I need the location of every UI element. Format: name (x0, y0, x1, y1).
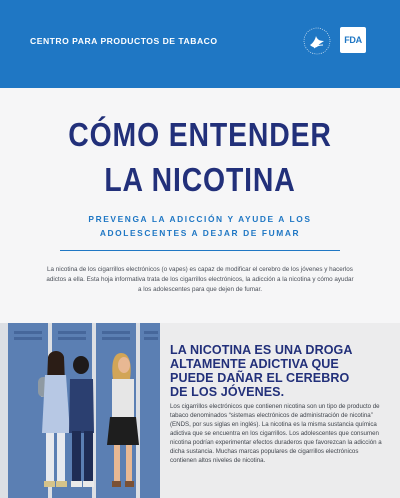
hhs-eagle-seal-icon (302, 26, 332, 56)
page-subtitle-line-2: ADOLESCENTES A DEJAR DE FUMAR (99, 228, 301, 238)
students-at-lockers-illustration (0, 323, 160, 498)
title-divider (60, 250, 340, 251)
section-heading-line-4: DE LOS JÓVENES. (170, 384, 285, 399)
header-banner (0, 0, 400, 88)
fda-logo: FDA (340, 27, 366, 53)
section-body-paragraph: Los cigarrillos electrónicos que contienen nicotina son un tipo de producto de tabaco denominados “sistemas electrónicos de administración de nicotina” (ENDS, por sus siglas en inglés). La nicotina es la misma sustancia química adictiva que se encuentra en los cigarrillos. Los adolescentes que consumen nicotina podrían experimentar efectos duraderos que favorezcan la adicción a dicha sustancia. Muchas marcas populares de cigarrillos electrónicos contienen altos niveles de nicotina. (170, 403, 382, 464)
page-title-line-1: CÓMO ENTENDER (68, 116, 332, 153)
section-heading-line-3: PUEDE DAÑAR EL CEREBRO (170, 370, 350, 385)
section-heading-line-1: LA NICOTINA ES UNA DROGA (170, 342, 353, 357)
intro-paragraph: La nicotina de los cigarrillos electrónicos (o vapes) es capaz de modificar el cerebro de los jóvenes y hacerlos adictos a ella. Esta hoja informativa trata de los cigarrillos electrónicos, la adicción a la nicotina y cómo ayudar a los adolescentes para que dejen de fumar. (46, 266, 354, 294)
section-heading-line-2: ALTAMENTE ADICTIVA QUE (170, 356, 339, 371)
page-subtitle-line-1: PREVENGA LA ADICCIÓN Y AYUDE A LOS (88, 214, 312, 224)
page-title-line-2: LA NICOTINA (104, 161, 296, 198)
header-title: CENTRO PARA PRODUCTOS DE TABACO (30, 36, 218, 46)
